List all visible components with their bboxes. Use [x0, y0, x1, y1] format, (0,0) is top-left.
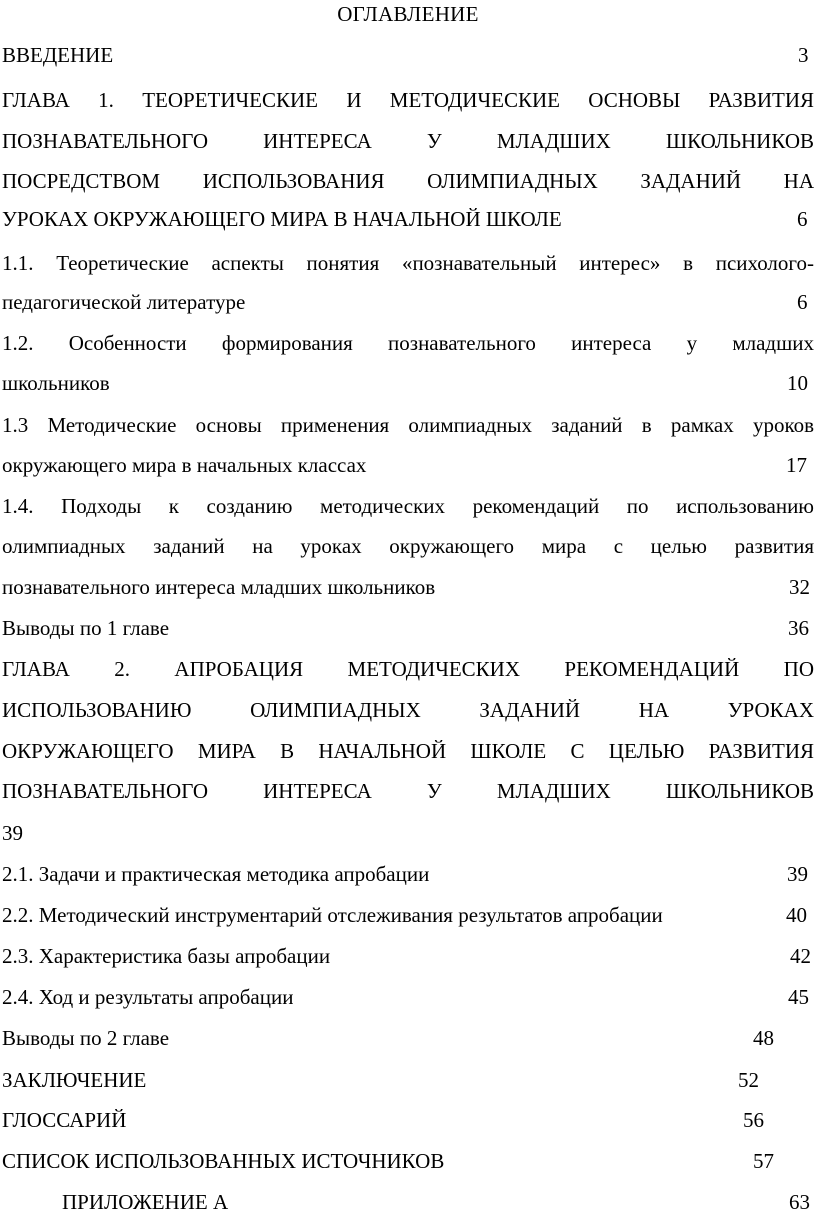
toc-sources-page: 57 [753, 1149, 774, 1173]
toc-s2-2-page: 40 [786, 903, 807, 927]
toc-conclusion-page: 52 [738, 1068, 759, 1092]
toc-s1-4-line-2: олимпиадных заданий на уроках окружающего мира с целью развития [2, 534, 814, 558]
toc-s2-1-page: 39 [787, 862, 808, 886]
toc-ch2-line-1: ГЛАВА 2. АПРОБАЦИЯ МЕТОДИЧЕСКИХ РЕКОМЕНДАЦИЙ ПО [2, 657, 814, 681]
toc-s1-1-line-1: 1.1. Теоретические аспекты понятия «познавательный интерес» в психолого- [2, 251, 814, 275]
toc-concl1-page: 36 [788, 616, 809, 640]
toc-s1-3-line-2: окружающего мира в начальных классах [2, 453, 367, 477]
toc-appendix-page: 63 [789, 1190, 810, 1214]
toc-s1-3-page: 17 [786, 453, 807, 477]
toc-ch2-line-4: ПОЗНАВАТЕЛЬНОГО ИНТЕРЕСА У МЛАДШИХ ШКОЛЬНИКОВ [2, 779, 814, 803]
toc-ch1-line-2: ПОЗНАВАТЕЛЬНОГО ИНТЕРЕСА У МЛАДШИХ ШКОЛЬНИКОВ [2, 129, 814, 153]
toc-ch2-page: 39 [2, 821, 23, 845]
toc-s2-4-text: 2.4. Ход и результаты апробации [2, 985, 294, 1009]
toc-ch1-line-1: ГЛАВА 1. ТЕОРЕТИЧЕСКИЕ И МЕТОДИЧЕСКИЕ ОСНОВЫ РАЗВИТИЯ [2, 88, 814, 112]
toc-glossary-page: 56 [743, 1108, 764, 1132]
toc-intro-page: 3 [798, 43, 809, 67]
toc-s1-4-line-3: познавательного интереса младших школьников [2, 575, 436, 599]
toc-glossary-text: ГЛОССАРИЙ [2, 1108, 127, 1132]
toc-s1-2-line-2: школьников [2, 371, 110, 395]
toc-s2-4-page: 45 [788, 985, 809, 1009]
toc-appendix-text: ПРИЛОЖЕНИЕ А [62, 1190, 229, 1214]
toc-conclusion-text: ЗАКЛЮЧЕНИЕ [2, 1068, 147, 1092]
toc-concl2-page: 48 [753, 1026, 774, 1050]
toc-s1-4-line-1: 1.4. Подходы к созданию методических рекомендаций по использованию [2, 494, 814, 518]
toc-concl2-text: Выводы по 2 главе [2, 1026, 170, 1050]
toc-ch1-line-4: УРОКАХ ОКРУЖАЮЩЕГО МИРА В НАЧАЛЬНОЙ ШКОЛЕ [2, 207, 562, 231]
toc-s1-1-page: 6 [797, 290, 808, 314]
toc-s2-3-page: 42 [790, 944, 811, 968]
toc-ch1-line-3: ПОСРЕДСТВОМ ИСПОЛЬЗОВАНИЯ ОЛИМПИАДНЫХ ЗАДАНИЙ НА [2, 169, 814, 193]
toc-s1-4-page: 32 [789, 575, 810, 599]
toc-s2-2-text: 2.2. Методический инструментарий отслеживания результатов апробации [2, 903, 663, 927]
toc-s2-1-text: 2.1. Задачи и практическая методика апробации [2, 862, 430, 886]
toc-concl1-text: Выводы по 1 главе [2, 616, 170, 640]
toc-s1-1-line-2: педагогической литературе [2, 290, 246, 314]
toc-sources-text: СПИСОК ИСПОЛЬЗОВАННЫХ ИСТОЧНИКОВ [2, 1149, 445, 1173]
toc-ch2-line-2: ИСПОЛЬЗОВАНИЮ ОЛИМПИАДНЫХ ЗАДАНИЙ НА УРОКАХ [2, 698, 814, 722]
toc-ch1-page: 6 [797, 207, 808, 231]
page-title: ОГЛАВЛЕНИЕ [337, 2, 479, 26]
toc-s1-2-line-1: 1.2. Особенности формирования познавательного интереса у младших [2, 331, 814, 355]
toc-s1-3-line-1: 1.3 Методические основы применения олимпиадных заданий в рамках уроков [2, 413, 814, 437]
toc-s1-2-page: 10 [787, 371, 808, 395]
toc-intro-text: ВВЕДЕНИЕ [2, 43, 114, 67]
toc-ch2-line-3: ОКРУЖАЮЩЕГО МИРА В НАЧАЛЬНОЙ ШКОЛЕ С ЦЕЛЬЮ РАЗВИТИЯ [2, 739, 814, 763]
toc-s2-3-text: 2.3. Характеристика базы апробации [2, 944, 331, 968]
